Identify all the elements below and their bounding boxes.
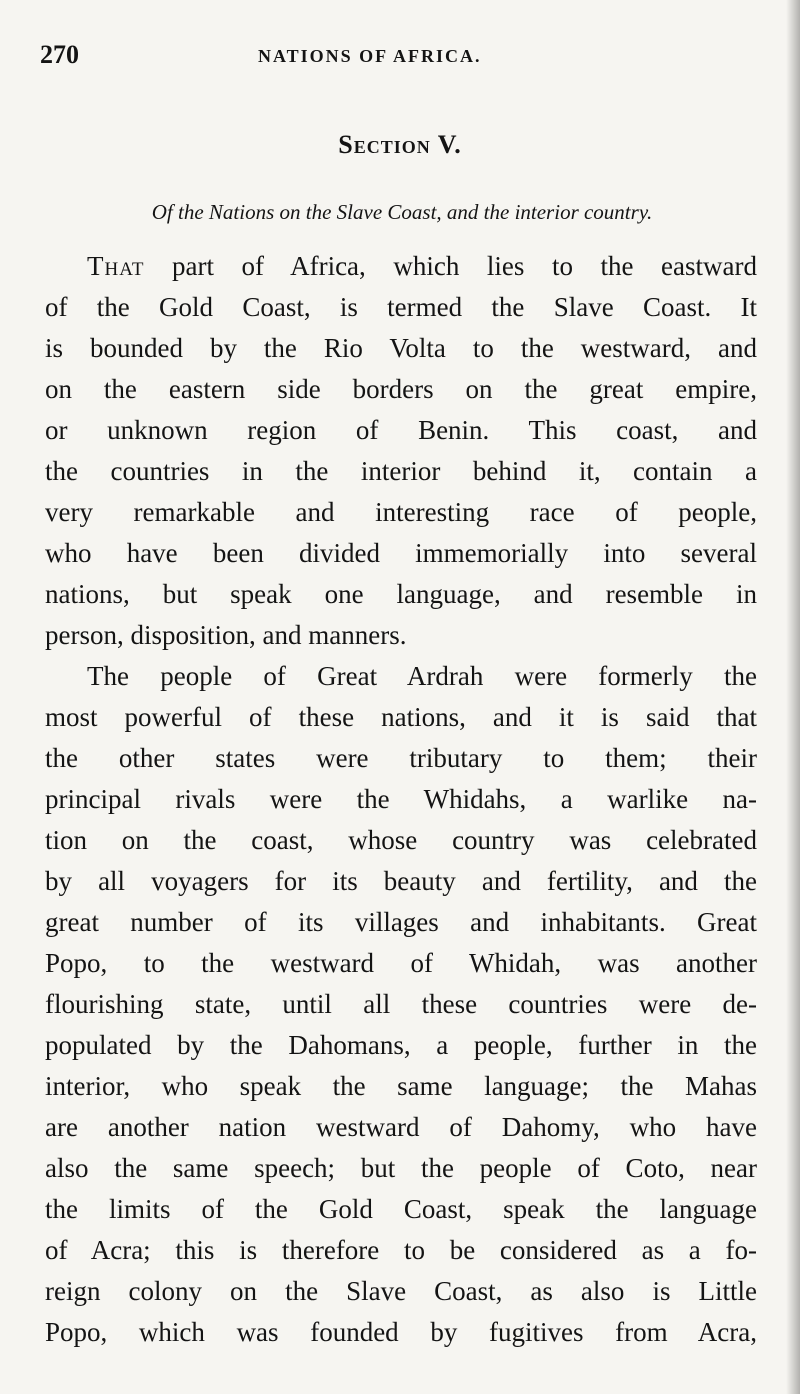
text-line: or unknown region of Benin. This coast, and [45, 415, 757, 445]
text-line: nations, but speak one language, and resemble in [45, 579, 757, 609]
text-line: Popo, which was founded by fugitives from Acra, [45, 1317, 757, 1347]
text-line: most powerful of these nations, and it is said that [45, 702, 757, 732]
text-line: reign colony on the Slave Coast, as also is Little [45, 1276, 757, 1306]
lead-word: That [87, 251, 145, 281]
section-subtitle: Of the Nations on the Slave Coast, and the interior country. [151, 200, 653, 224]
text-line: populated by the Dahomans, a people, further in the [45, 1030, 757, 1060]
text-line: great number of its villages and inhabitants. Great [45, 907, 757, 937]
text-line: the other states were tributary to them; their [45, 743, 757, 773]
text-line: the limits of the Gold Coast, speak the language [45, 1194, 757, 1224]
text-line: Popo, to the westward of Whidah, was another [45, 948, 757, 978]
text-line: who have been divided immemorially into several [45, 538, 757, 568]
text-line: interior, who speak the same language; the Mahas [45, 1071, 757, 1101]
text-line: on the eastern side borders on the great empire, [45, 374, 757, 404]
text-line: of Acra; this is therefore to be considered as a fo- [45, 1235, 757, 1265]
text-line: is bounded by the Rio Volta to the westward, and [45, 333, 757, 363]
body-text [45, 246, 757, 1353]
text-line: the countries in the interior behind it, contain a [45, 456, 757, 486]
section-title: Section V. [338, 130, 462, 159]
running-head: NATIONS OF AFRICA. [258, 46, 482, 66]
text-line: That part of Africa, which lies to the eastward [87, 251, 757, 281]
text-line: principal rivals were the Whidahs, a warlike na- [45, 784, 757, 814]
text-line: also the same speech; but the people of Coto, near [45, 1153, 757, 1183]
page-edge-shadow [786, 0, 800, 1394]
text-line: person, disposition, and manners. [45, 620, 407, 650]
text-line: flourishing state, until all these countries were de- [45, 989, 757, 1019]
text-line: The people of Great Ardrah were formerly the [87, 661, 757, 691]
text-line: of the Gold Coast, is termed the Slave Coast. It [45, 292, 757, 322]
page-header [40, 40, 760, 80]
text-line: tion on the coast, whose country was celebrated [45, 825, 757, 855]
text-line: are another nation westward of Dahomy, who have [45, 1112, 757, 1142]
page-number: 270 [40, 40, 79, 69]
text-line: very remarkable and interesting race of people, [45, 497, 757, 527]
text-line: by all voyagers for its beauty and fertility, and the [45, 866, 757, 896]
